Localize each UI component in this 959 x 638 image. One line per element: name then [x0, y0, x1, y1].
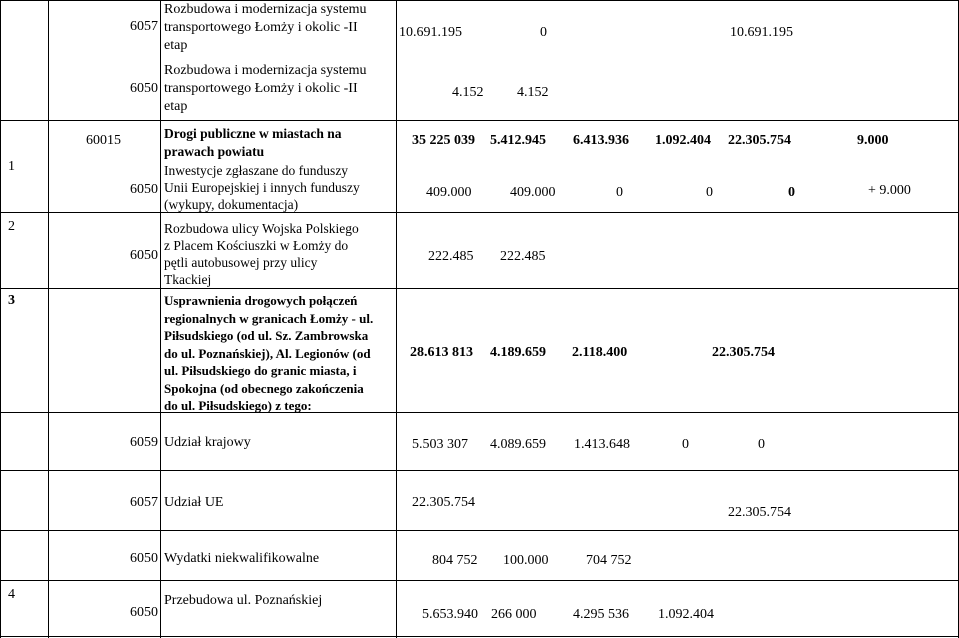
row-divider — [0, 120, 959, 121]
classification-code: 6050 — [130, 248, 158, 263]
amount-cell: 22.305.754 — [412, 495, 475, 510]
row-divider — [0, 530, 959, 531]
amount-cell: 0 — [540, 25, 547, 40]
amount-cell: 4.189.659 — [490, 345, 546, 360]
classification-code: 6050 — [130, 551, 158, 566]
amount-cell: 222.485 — [500, 249, 546, 264]
row-description: Rozbudowa ulicy Wojska Polskiego z Placem Kościuszki w Łomży do pętli autobusowej przy ulicy Tkackiej — [164, 221, 359, 287]
row-divider — [0, 288, 959, 289]
amount-cell: 409.000 — [510, 185, 556, 200]
amount-cell: 5.503 307 — [412, 437, 468, 452]
column-divider — [396, 0, 397, 638]
row-description: Rozbudowa i modernizacja systemu transportowego Łomży i okolic -II etap — [164, 2, 367, 53]
amount-cell: 1.092.404 — [658, 607, 714, 622]
amount-cell: 1.092.404 — [655, 133, 711, 148]
row-description: Udział UE — [164, 495, 224, 510]
row-description: Udział krajowy — [164, 435, 251, 450]
column-divider — [160, 0, 161, 638]
amount-cell: 4.152 — [517, 85, 549, 100]
row-divider — [0, 412, 959, 413]
classification-code: 6050 — [130, 81, 158, 96]
row-number: 2 — [8, 219, 15, 234]
classification-code: 6057 — [130, 495, 158, 510]
amount-cell: 0 — [758, 437, 765, 452]
amount-cell: 22.305.754 — [728, 133, 791, 148]
amount-cell: 409.000 — [426, 185, 472, 200]
amount-cell: 9.000 — [857, 133, 889, 148]
amount-cell: 266 000 — [491, 607, 537, 622]
row-description: Drogi publiczne w miastach na prawach powiatu — [164, 126, 342, 159]
row-description: Przebudowa ul. Poznańskiej — [164, 593, 323, 608]
amount-cell: 1.413.648 — [574, 437, 630, 452]
chapter-code: 60015 — [86, 133, 121, 148]
amount-cell: 222.485 — [428, 249, 474, 264]
amount-cell: 5.412.945 — [490, 133, 546, 148]
amount-cell: 100.000 — [503, 553, 549, 568]
amount-cell: 5.653.940 — [422, 607, 478, 622]
amount-cell: 0 — [788, 185, 795, 200]
amount-cell: 2.118.400 — [572, 345, 628, 360]
amount-cell: 4.089.659 — [490, 437, 546, 452]
amount-cell: + 9.000 — [868, 183, 911, 198]
amount-cell: 22.305.754 — [712, 345, 775, 360]
column-divider — [0, 0, 1, 638]
amount-cell: 0 — [706, 185, 713, 200]
amount-cell: 10.691.195 — [730, 25, 793, 40]
row-number: 3 — [8, 293, 15, 308]
table-border-bottom — [0, 636, 959, 637]
classification-code: 6050 — [130, 605, 158, 620]
row-number: 4 — [8, 587, 15, 602]
amount-cell: 804 752 — [432, 553, 478, 568]
table-border-top — [0, 0, 959, 1]
amount-cell: 28.613 813 — [410, 345, 473, 360]
classification-code: 6059 — [130, 435, 158, 450]
row-description: Usprawnienia drogowych połączeń regionalnych w granicach Łomży - ul. Piłsudskiego (od ul. Sz. Zambrowska do ul. Poznańskiej), Al. Legionów (od ul. Piłsudskiego do granic miasta, i Spokojna (od obecnego zakończenia do ul. Piłsudskiego) z tego: — [164, 293, 374, 413]
row-number: 1 — [8, 159, 15, 174]
row-divider — [0, 212, 959, 213]
amount-cell: 4.295 536 — [573, 607, 629, 622]
row-description: Inwestycje zgłaszane do funduszy Unii Europejskiej i innych funduszy (wykupy, dokumentacja) — [164, 163, 360, 212]
row-divider — [0, 470, 959, 471]
amount-cell: 0 — [682, 437, 689, 452]
column-divider — [48, 0, 49, 638]
row-divider — [0, 580, 959, 581]
amount-cell: 0 — [616, 185, 623, 200]
row-description: Rozbudowa i modernizacja systemu transportowego Łomży i okolic -II etap — [164, 63, 367, 114]
amount-cell: 4.152 — [452, 85, 484, 100]
row-description: Wydatki niekwalifikowalne — [164, 551, 320, 566]
amount-cell: 6.413.936 — [573, 133, 629, 148]
classification-code: 6050 — [130, 182, 158, 197]
amount-cell: 10.691.195 — [399, 25, 462, 40]
amount-cell: 704 752 — [586, 553, 632, 568]
amount-cell: 35 225 039 — [412, 133, 475, 148]
classification-code: 6057 — [130, 19, 158, 34]
amount-cell: 22.305.754 — [728, 505, 791, 520]
